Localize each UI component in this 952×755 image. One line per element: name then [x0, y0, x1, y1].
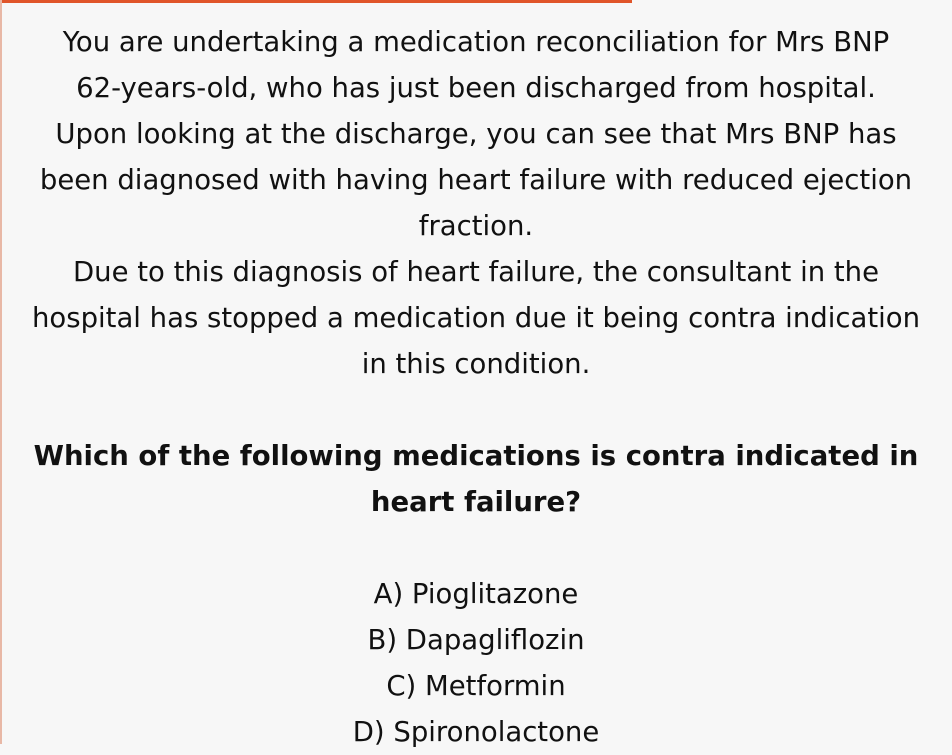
scenario-line: Due to this diagnosis of heart failure, the consultant in the — [72, 256, 880, 288]
answer-options — [0, 571, 952, 755]
scenario-line: in this condition. — [361, 348, 591, 380]
spacer — [0, 387, 952, 433]
option-a[interactable]: A) Pioglitazone — [373, 578, 579, 610]
option-c[interactable]: C) Metformin — [386, 670, 566, 702]
scenario-line: hospital has stopped a medication due it being contra indication — [31, 302, 921, 334]
scenario-line: been diagnosed with having heart failure with reduced ejection — [39, 164, 913, 196]
spacer — [0, 525, 952, 571]
question-line: heart failure? — [370, 486, 582, 518]
question-line: Which of the following medications is contra indicated in — [33, 440, 919, 472]
scenario-line: Upon looking at the discharge, you can see that Mrs BNP has — [55, 118, 897, 150]
option-b[interactable]: B) Dapagliflozin — [367, 624, 585, 656]
question-prompt — [0, 433, 952, 525]
scenario-line: You are undertaking a medication reconciliation for Mrs BNP — [62, 26, 890, 58]
option-d[interactable]: D) Spironolactone — [352, 716, 600, 748]
scenario-line: fraction. — [418, 210, 534, 242]
scenario-line: 62-years-old, who has just been discharged from hospital. — [76, 72, 876, 104]
